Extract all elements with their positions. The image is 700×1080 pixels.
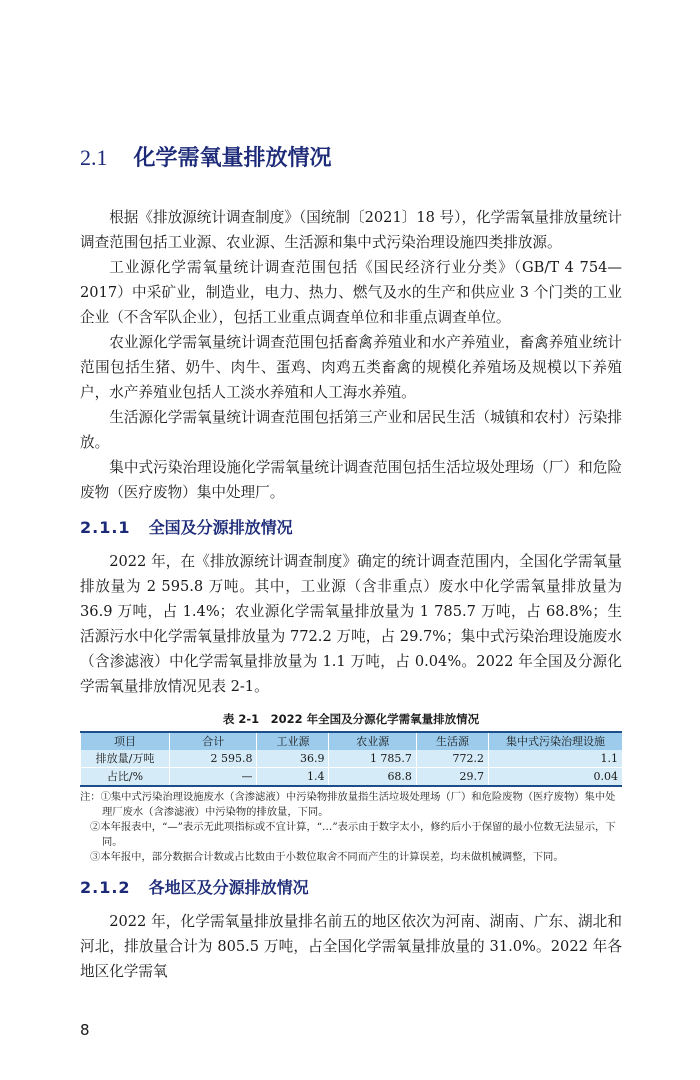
- cell: 772.2: [416, 750, 488, 768]
- page: [80, 0, 622, 1080]
- subsection-text: [80, 909, 622, 984]
- cell: 0.04: [489, 768, 623, 787]
- table-row: [81, 750, 623, 768]
- paragraph: 工业源化学需氧量统计调查范围包括《国民经济行业分类》（GB/T 4 754—2017）中采矿业，制造业，电力、热力、燃气及水的生产和供应业 3 个门类的工业企业（不含军队企业），包括工业重点调查单位和非重点调查单位。: [80, 259, 622, 326]
- table-caption: 表 2-1 2022 年全国及分源化学需氧量排放情况: [222, 712, 480, 726]
- section-heading: [80, 143, 622, 173]
- cell: 29.7: [416, 768, 488, 787]
- note: 注：①集中式污染治理设施废水（含渗滤液）中污染物排放量指生活垃圾处理场（厂）和危险废物（医疗废物）集中处理厂废水（含渗滤液）中污染物的排放量，下同。: [80, 791, 616, 818]
- emission-table: [80, 731, 622, 787]
- cell: 2 595.8: [170, 750, 257, 768]
- subsection-number: 2.1.2: [80, 878, 131, 897]
- paragraph: 集中式污染治理设施化学需氧量统计调查范围包括生活垃圾处理场（厂）和危险废物（医疗废物）集中处理厂。: [80, 459, 622, 501]
- paragraph: 农业源化学需氧量统计调查范围包括畜禽养殖业和水产养殖业，畜禽养殖业统计范围包括生猪、奶牛、肉牛、蛋鸡、肉鸡五类畜禽的规模化养殖场及规模以下养殖户，水产养殖业包括人工淡水养殖和人工海水养殖。: [80, 334, 622, 401]
- cell: 1.1: [489, 750, 623, 768]
- subsection-title: 各地区及分源排放情况: [148, 878, 309, 897]
- row-label: 占比/%: [81, 768, 170, 787]
- table-notes: [80, 790, 622, 865]
- section-title: 化学需氧量排放情况: [133, 145, 332, 171]
- cell: 1.4: [257, 768, 329, 787]
- intro-text: [80, 205, 622, 505]
- header-cell: 项目: [81, 732, 170, 750]
- page-number: 8: [80, 1021, 90, 1039]
- paragraph: 2022 年，在《排放源统计调查制度》确定的统计调查范围内，全国化学需氧量排放量为 2 595.8 万吨。其中，工业源（含非重点）废水中化学需氧量排放量为 36.9 万吨，占 1.4%；农业源化学需氧量排放量为 1 785.7 万吨，占 68.8%；生活源污水中化学需氧量排放量为 772.2 万吨，占 29.7%；集中式污染治理设施废水（含渗滤液）中化学需氧量排放量为 1.1 万吨，占 0.04%。2022 年全国及分源化学需氧量排放情况见表 2-1。: [80, 553, 622, 695]
- table-header-row: [81, 732, 623, 750]
- table-row: [81, 768, 623, 787]
- row-label: 排放量/万吨: [81, 750, 170, 768]
- subsection-heading: [80, 877, 622, 899]
- cell: 68.8: [329, 768, 416, 787]
- subsection-title: 全国及分源排放情况: [148, 518, 293, 537]
- section-number: 2.1: [80, 145, 108, 170]
- note: ②本年报表中，“—”表示无此项指标或不宜计算，“…”表示由于数字太小，修约后小于保留的最小位数无法显示，下同。: [90, 821, 616, 848]
- note: ③本年报中，部分数据合计数或占比数由于小数位取舍不同而产生的计算误差，均未做机械调整，下同。: [90, 851, 564, 863]
- subsection-heading: [80, 517, 622, 539]
- paragraph: 2022 年，化学需氧量排放量排名前五的地区依次为河南、湖南、广东、湖北和河北，排放量合计为 805.5 万吨，占全国化学需氧量排放量的 31.0%。2022 年各地区化学需氧: [80, 913, 622, 980]
- header-cell: 农业源: [329, 732, 416, 750]
- header-cell: 集中式污染治理设施: [489, 732, 623, 750]
- cell: 36.9: [257, 750, 329, 768]
- cell: 1 785.7: [329, 750, 416, 768]
- header-cell: 合计: [170, 732, 257, 750]
- subsection-number: 2.1.1: [80, 518, 131, 537]
- paragraph: 生活源化学需氧量统计调查范围包括第三产业和居民生活（城镇和农村）污染排放。: [80, 409, 622, 451]
- cell: —: [170, 768, 257, 787]
- paragraph: 根据《排放源统计调查制度》（国统制〔2021〕18 号），化学需氧量排放量统计调查范围包括工业源、农业源、生活源和集中式污染治理设施四类排放源。: [80, 209, 622, 251]
- header-cell: 工业源: [257, 732, 329, 750]
- header-cell: 生活源: [416, 732, 488, 750]
- subsection-text: [80, 549, 622, 699]
